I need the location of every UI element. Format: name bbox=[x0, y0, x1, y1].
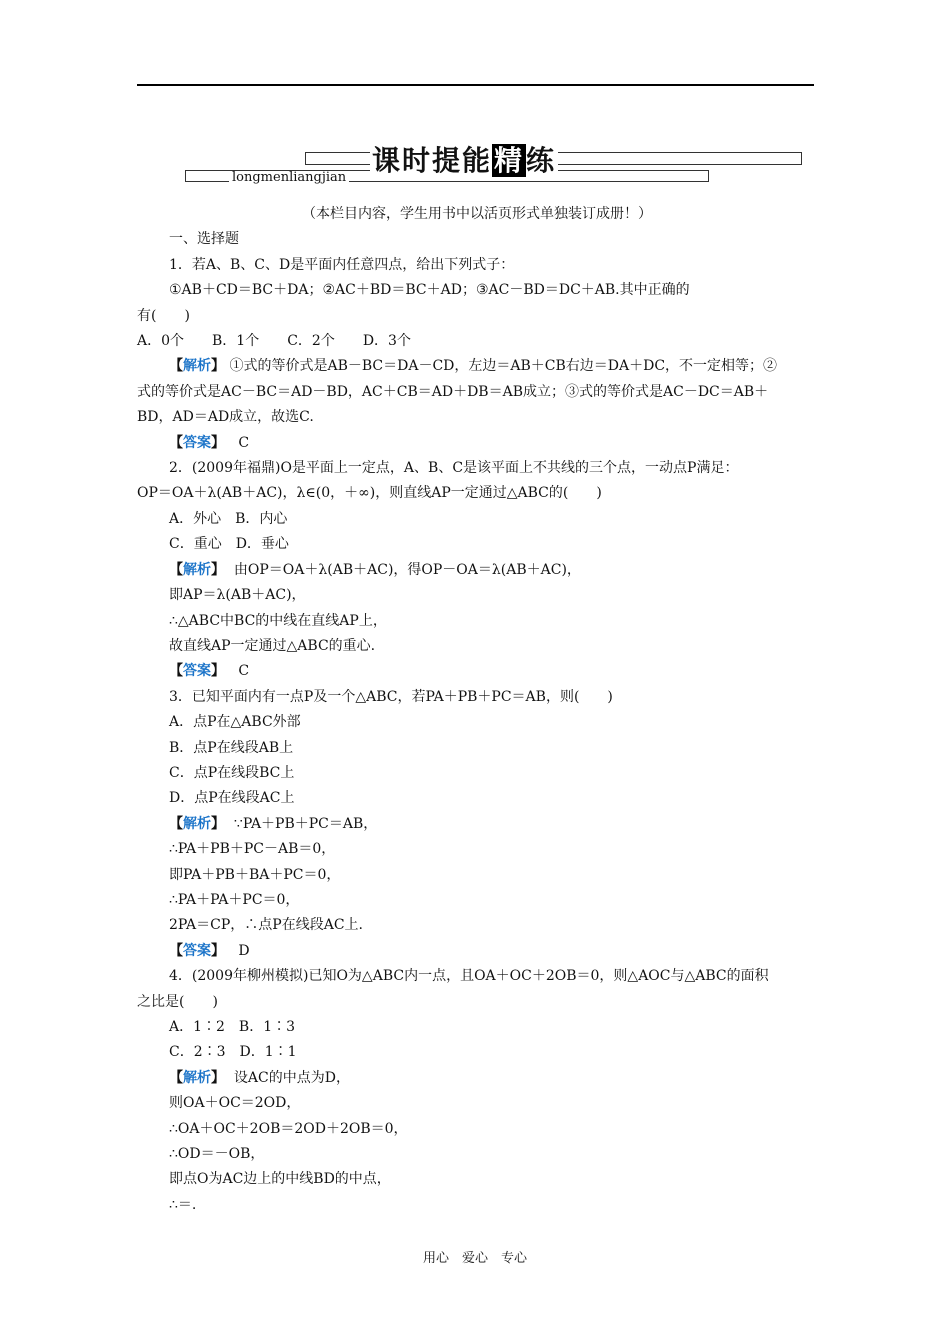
q4-stem-1: 4．(2009年柳州模拟)已知O为△ABC内一点，且OA＋OC＋2OB＝0，则△AOC与△ABC的面积 bbox=[169, 968, 769, 985]
q3-answer: 【答案】 D bbox=[169, 942, 250, 959]
note: （本栏目内容，学生用书中以活页形式单独装订成册！） bbox=[302, 206, 652, 222]
q2-answer: 【答案】 C bbox=[169, 663, 250, 680]
q1-analysis-3: BD，AD＝AD成立，故选C. bbox=[137, 409, 314, 426]
q4-options-1: A．1∶2 B．1∶3 bbox=[169, 1019, 296, 1035]
q3-analysis-4: ∴PA＋PA＋PC＝0， bbox=[169, 891, 300, 908]
banner bbox=[185, 140, 805, 190]
q1-stem-1: 1．若A、B、C、D是平面内任意四点，给出下列式子： bbox=[169, 256, 515, 273]
q3-stem: 3．已知平面内有一点P及一个△ABC，若PA＋PB＋PC＝AB，则( ) bbox=[169, 688, 613, 705]
banner-title-highlight: 精 bbox=[494, 144, 525, 177]
analysis-label: 解析 bbox=[183, 561, 211, 578]
analysis-label: 解析 bbox=[183, 815, 211, 832]
q2-analysis-2: 即AP＝λ(AB＋AC)， bbox=[169, 587, 306, 604]
q1-answer: 【答案】 C bbox=[169, 434, 250, 451]
q2-stem-2: OP＝OA＋λ(AB＋AC)，λ∈(0，＋∞)，则直线AP一定通过△ABC的( ) bbox=[137, 485, 602, 502]
q4-analysis-4: ∴OD＝－OB， bbox=[169, 1146, 265, 1163]
page-footer: 用心 爱心 专心 bbox=[422, 1251, 527, 1266]
q2-stem-1: 2．(2009年福鼎)O是平面上一定点，A、B、C是该平面上不共线的三个点，一动点P满足： bbox=[169, 460, 739, 477]
q4-options-2: C．2∶3 D．1∶1 bbox=[169, 1044, 297, 1061]
q1-options: A．0个 B．1个 C．2个 D．3个 bbox=[137, 333, 411, 350]
q3-option-a: A．点P在△ABC外部 bbox=[169, 714, 301, 731]
q3-analysis-1: 【解析】 ∵PA＋PB＋PC＝AB， bbox=[169, 815, 378, 832]
q3-option-b: B．点P在线段AB上 bbox=[169, 739, 294, 756]
q2-analysis-3: ∴△ABC中BC的中线在直线AP上， bbox=[169, 612, 387, 629]
q2-analysis-4: 故直线AP一定通过△ABC的重心. bbox=[169, 637, 376, 654]
q2-options-2: C．重心 D．垂心 bbox=[169, 536, 289, 553]
q1-stem-2: ①AB＋CD＝BC＋DA；②AC＋BD＝BC＋AD；③AC－BD＝DC＋AB.其中正确的 bbox=[169, 282, 690, 299]
q3-option-c: C．点P在线段BC上 bbox=[169, 764, 295, 781]
q3-analysis-3: 即PA＋PB＋BA＋PC＝0， bbox=[169, 866, 341, 883]
document-body bbox=[137, 202, 817, 1218]
answer-label: 答案 bbox=[183, 942, 211, 959]
banner-subtitle: longmenliangjian bbox=[229, 171, 349, 185]
answer-label: 答案 bbox=[183, 663, 211, 680]
q2-analysis-1: 【解析】 由OP＝OA＋λ(AB＋AC)，得OP－OA＝λ(AB＋AC)， bbox=[169, 561, 581, 578]
analysis-label: 解析 bbox=[183, 358, 211, 375]
q4-stem-2: 之比是( ) bbox=[137, 993, 218, 1010]
analysis-label: 解析 bbox=[183, 1069, 211, 1086]
q4-analysis-6: ∴＝. bbox=[169, 1196, 197, 1213]
q1-analysis-2: 式的等价式是AC－BC＝AD－BD，AC＋CB＝AD＋DB＝AB成立；③式的等价式是AC－DC＝AB＋ bbox=[137, 383, 769, 400]
q1-stem-3: 有( ) bbox=[137, 307, 190, 324]
section-heading: 一、选择题 bbox=[169, 231, 239, 248]
q4-analysis-5: 即点O为AC边上的中线BD的中点， bbox=[169, 1171, 391, 1188]
q3-option-d: D．点P在线段AC上 bbox=[169, 790, 295, 807]
banner-title: 课时提能精练 bbox=[370, 142, 558, 180]
q2-options-1: A．外心 B．内心 bbox=[169, 510, 288, 527]
q3-analysis-5: 2PA＝CP，∴点P在线段AC上. bbox=[169, 917, 363, 934]
answer-label: 答案 bbox=[183, 434, 211, 451]
q4-analysis-3: ∴OA＋OC＋2OB＝2OD＋2OB＝0， bbox=[169, 1120, 408, 1137]
q1-analysis-1: 【解析】 ①式的等价式是AB－BC＝DA－CD，左边＝AB＋CB右边＝DA＋DC，不一定相等；② bbox=[169, 358, 778, 375]
q4-analysis-1: 【解析】 设AC的中点为D， bbox=[169, 1069, 350, 1086]
q4-analysis-2: 则OA＋OC＝2OD， bbox=[169, 1095, 301, 1112]
q3-analysis-2: ∴PA＋PB＋PC－AB＝0， bbox=[169, 841, 336, 858]
header-rule bbox=[137, 84, 814, 86]
